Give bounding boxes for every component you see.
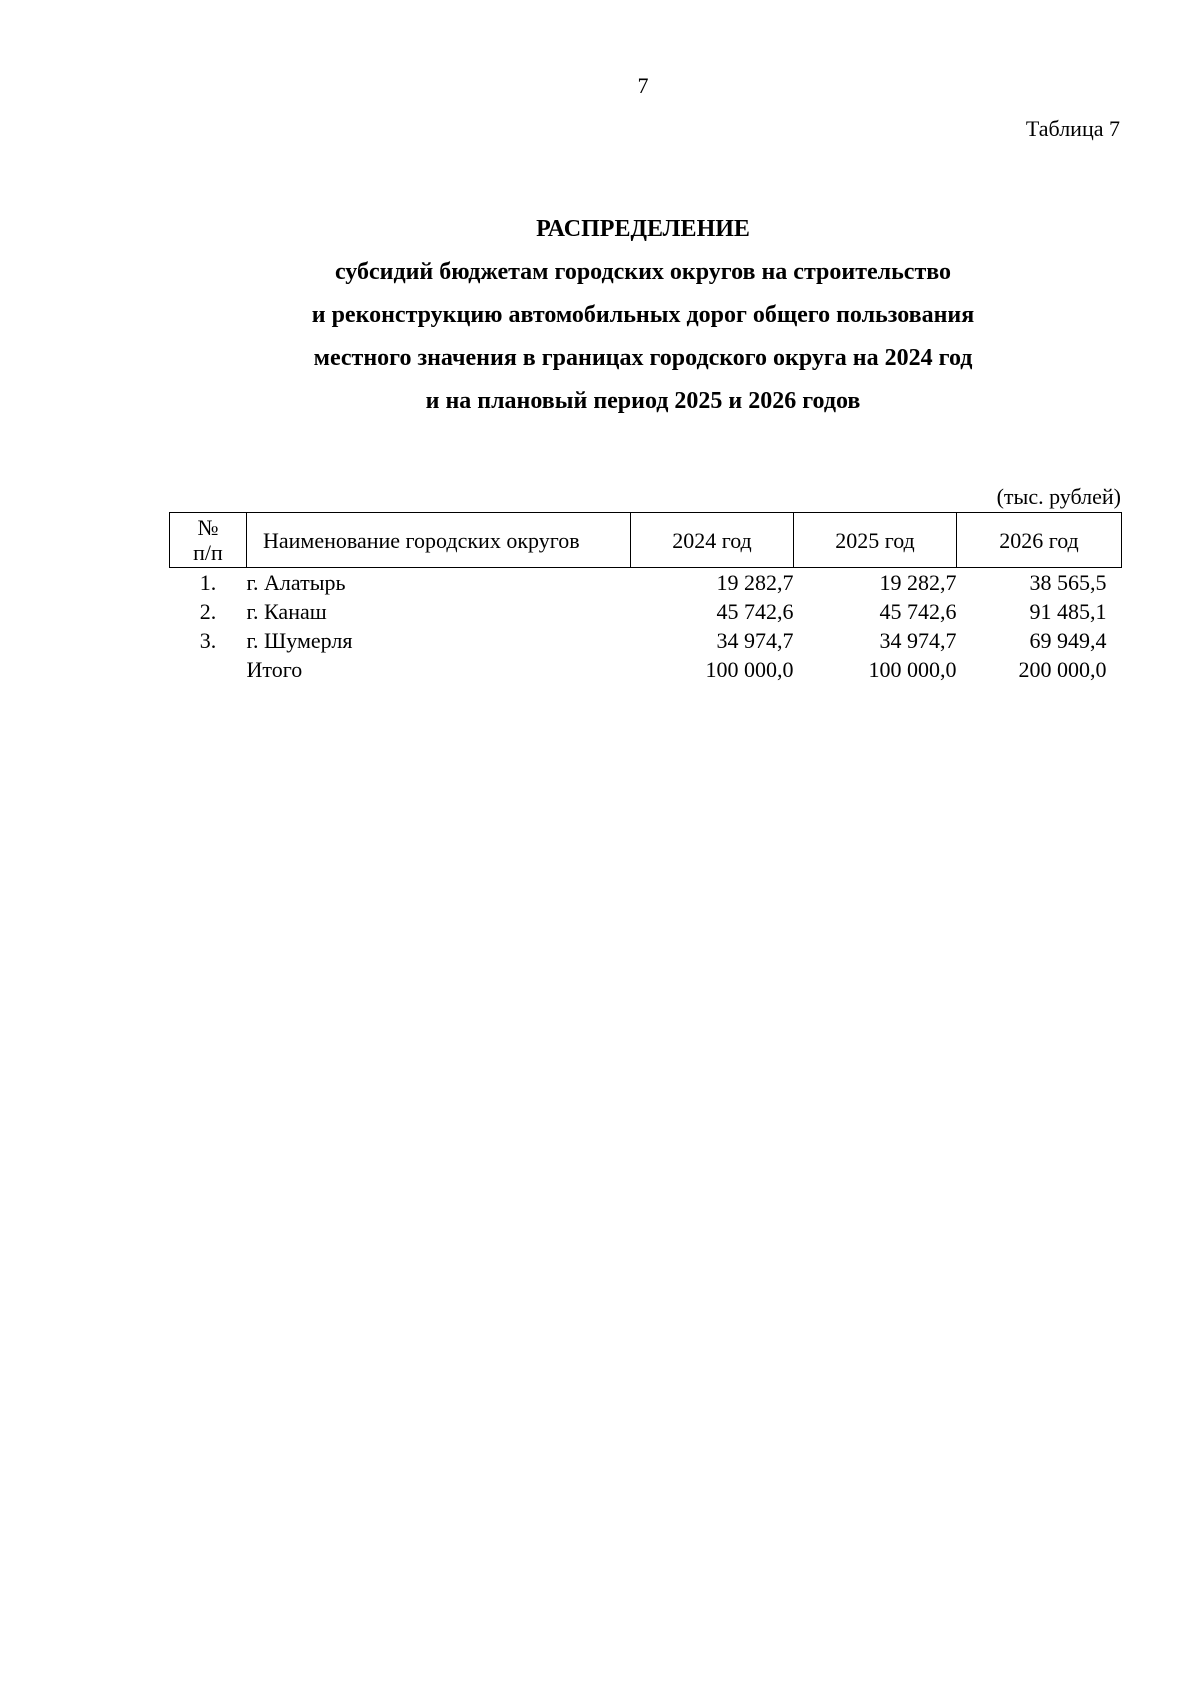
- header-district-name: Наименование городских округов: [247, 513, 631, 568]
- row-number: 2.: [199, 599, 217, 624]
- district-name: г. Канаш: [246, 599, 327, 624]
- title-line: РАСПРЕДЕЛЕНИЕ: [536, 216, 750, 242]
- table-row: [170, 568, 1122, 598]
- title-line: субсидий бюджетам городских округов на строительство: [334, 259, 952, 285]
- value-2026: 91 485,1: [1029, 599, 1107, 624]
- title-line: и реконструкцию автомобильных дорог общего пользования: [311, 302, 975, 328]
- total-2025: 100 000,0: [868, 657, 957, 682]
- district-name: г. Алатырь: [246, 570, 346, 595]
- header-2025: 2025 год: [794, 513, 957, 568]
- value-2026: 69 949,4: [1029, 628, 1107, 653]
- total-number-empty: [170, 655, 247, 684]
- district-name: г. Шумерля: [246, 628, 353, 653]
- value-2025: 45 742,6: [879, 599, 957, 624]
- row-number: 1.: [199, 570, 217, 595]
- value-2026: 38 565,5: [1029, 570, 1107, 595]
- header-number-line2: п/п: [193, 540, 223, 565]
- header-number-line1: №: [197, 515, 219, 540]
- value-2024: 45 742,6: [716, 599, 794, 624]
- table-label: Таблица 7: [1025, 116, 1120, 141]
- total-2026: 200 000,0: [1018, 657, 1107, 682]
- document-title: [0, 208, 1200, 423]
- units-note: (тыс. рублей): [996, 484, 1121, 509]
- page-number: 7: [637, 73, 649, 98]
- total-2024: 100 000,0: [705, 657, 794, 682]
- table-row: [170, 626, 1122, 655]
- header-2026: 2026 год: [957, 513, 1122, 568]
- value-2024: 19 282,7: [716, 570, 794, 595]
- value-2024: 34 974,7: [716, 628, 794, 653]
- header-2024: 2024 год: [631, 513, 794, 568]
- total-label: Итого: [246, 657, 303, 682]
- table-row: [170, 597, 1122, 626]
- total-row: [170, 655, 1122, 684]
- title-line: местного значения в границах городского округа на 2024 год: [313, 345, 973, 371]
- title-line: и на плановый период 2025 и 2026 годов: [425, 388, 861, 414]
- table-header-row: [170, 513, 1122, 568]
- row-number: 3.: [199, 628, 217, 653]
- value-2025: 34 974,7: [879, 628, 957, 653]
- distribution-table: [169, 512, 1122, 684]
- value-2025: 19 282,7: [879, 570, 957, 595]
- header-number: [170, 513, 247, 568]
